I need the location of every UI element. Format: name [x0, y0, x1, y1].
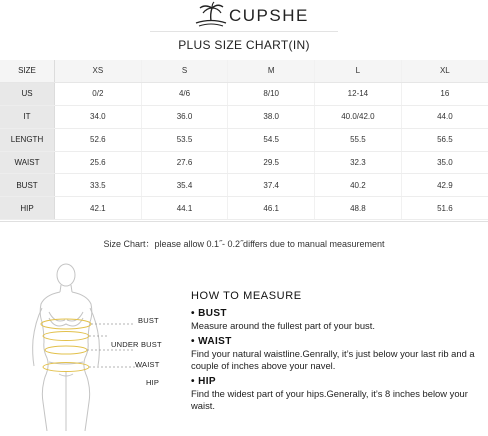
table-cell: 51.6 [401, 197, 488, 220]
table-cell: 36.0 [141, 105, 228, 128]
row-label: IT [0, 105, 55, 128]
column-header: M [228, 60, 315, 82]
row-label: HIP [0, 197, 55, 220]
table-cell: 44.0 [401, 105, 488, 128]
table-cell: 8/10 [228, 82, 315, 105]
body-measure-figure [25, 262, 195, 431]
measure-item-heading: • WAIST [191, 336, 232, 347]
column-header: S [141, 60, 228, 82]
table-cell: 35.0 [401, 151, 488, 174]
table-cell: 54.5 [228, 128, 315, 151]
table-cell: 0/2 [55, 82, 142, 105]
table-cell: 40.0/42.0 [315, 105, 402, 128]
table-cell: 44.1 [141, 197, 228, 220]
how-to-measure-section [191, 290, 486, 416]
row-label: WAIST [0, 151, 55, 174]
table-cell: 38.0 [228, 105, 315, 128]
measure-item-text: Find your natural waistline.Genrally, it’s just below your last rib and a couple of inches above your navel. [191, 348, 475, 371]
table-cell: 27.6 [141, 151, 228, 174]
table-row [0, 197, 488, 220]
column-header: XL [401, 60, 488, 82]
row-label: SIZE [0, 60, 55, 82]
table-cell: 46.1 [228, 197, 315, 220]
table-row [0, 151, 488, 174]
table-cell: 16 [401, 82, 488, 105]
table-cell: 48.8 [315, 197, 402, 220]
table-cell: 56.5 [401, 128, 488, 151]
table-cell: 55.5 [315, 128, 402, 151]
body-silhouette-icon [25, 262, 195, 431]
table-cell: 25.6 [55, 151, 142, 174]
table-row [0, 128, 488, 151]
table-cell: 4/6 [141, 82, 228, 105]
measure-item-bust [191, 308, 486, 332]
measurement-note: Size Chart：please allow 0.1˝- 0.2˝differs due to manual measurement [103, 239, 385, 249]
figure-label-waist: WAIST [135, 360, 160, 369]
column-header: XS [55, 60, 142, 82]
figure-label-bust: BUST [138, 316, 159, 325]
brand-header [0, 1, 488, 29]
table-cell: 33.5 [55, 174, 142, 197]
table-cell: 34.0 [55, 105, 142, 128]
measure-item-heading: • HIP [191, 376, 216, 387]
table-header-row [0, 60, 488, 82]
column-header: L [315, 60, 402, 82]
title-divider [150, 31, 338, 32]
measure-item-text: Measure around the fullest part of your bust. [191, 320, 375, 331]
measure-item-heading: • BUST [191, 308, 227, 319]
measure-item-text: Find the widest part of your hips.Generally, it’s 8 inches below your waist. [191, 388, 468, 411]
how-to-measure-title: HOW TO MEASURE [191, 290, 302, 302]
table-cell: 32.3 [315, 151, 402, 174]
table-cell: 42.9 [401, 174, 488, 197]
table-cell: 40.2 [315, 174, 402, 197]
table-cell: 52.6 [55, 128, 142, 151]
brand-name: CUPSHE [229, 6, 309, 25]
table-row [0, 105, 488, 128]
table-cell: 42.1 [55, 197, 142, 220]
table-cell: 35.4 [141, 174, 228, 197]
size-table [0, 60, 488, 220]
figure-label-hip: HIP [146, 378, 160, 387]
palm-tree-logo-icon [194, 1, 228, 29]
table-row [0, 174, 488, 197]
row-label: LENGTH [0, 128, 55, 151]
figure-label-under-bust: UNDER BUST [111, 340, 162, 349]
table-cell: 37.4 [228, 174, 315, 197]
row-label: US [0, 82, 55, 105]
measure-item-hip [191, 376, 486, 412]
table-cell: 12-14 [315, 82, 402, 105]
table-cell: 29.5 [228, 151, 315, 174]
chart-title: PLUS SIZE CHART(IN) [178, 38, 310, 52]
measure-item-waist [191, 336, 486, 372]
row-label: BUST [0, 174, 55, 197]
table-row [0, 82, 488, 105]
table-divider [0, 221, 488, 222]
table-cell: 53.5 [141, 128, 228, 151]
